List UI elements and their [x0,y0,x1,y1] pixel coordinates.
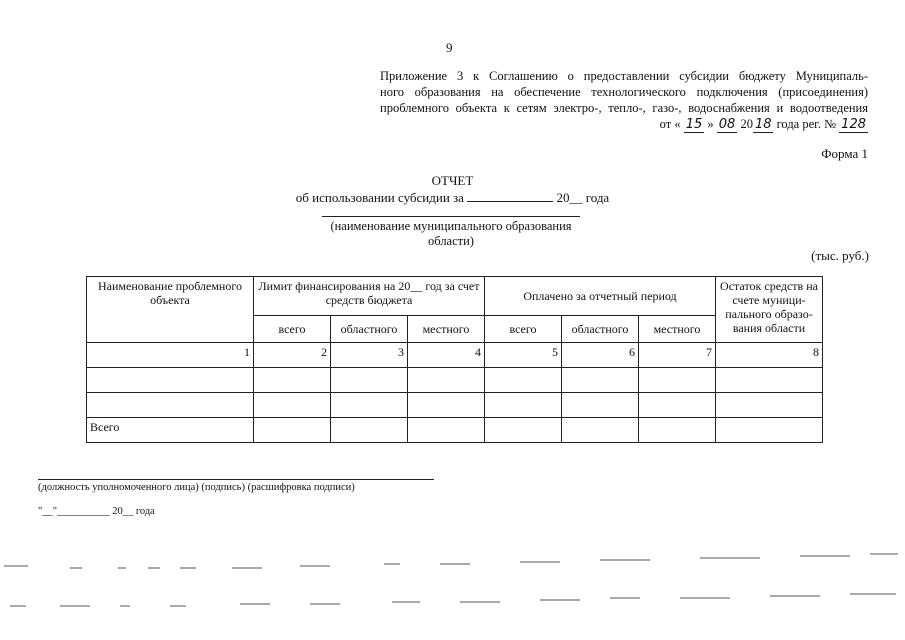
table-cell [485,418,562,443]
units-label: (тыс. руб.) [811,248,869,263]
scan-artifact-dashes [0,548,905,618]
table-cell [254,368,331,393]
table-cell [408,418,485,443]
table-cell [639,393,716,418]
total-label: Всего [87,418,254,443]
sub-paid-regional: областного [562,316,639,343]
period-blank [467,189,553,202]
table-number-row [87,343,823,368]
table-cell [331,418,408,443]
table-total-row [87,418,823,443]
table-row [87,393,823,418]
municipality-name-caption: (наименование муниципального образования области) [330,219,572,248]
sub-limit-total: всего [254,316,331,343]
table-cell [331,368,408,393]
appendix-line-1: Приложение 3 к Соглашению о предоставлении субсидии бюджету Муниципаль- [380,69,868,83]
date-separator: » [707,117,714,131]
table-cell [639,418,716,443]
handwritten-year: 18 [754,117,772,132]
table-cell [562,368,639,393]
sub-limit-regional: областного [331,316,408,343]
col-number: 6 [562,343,639,368]
col-number: 1 [87,343,254,368]
col-number: 5 [485,343,562,368]
table-cell [716,393,823,418]
table-cell [639,368,716,393]
signature-date: "__"__________ 20__ года [38,506,155,517]
sub-limit-local: местного [408,316,485,343]
table-cell [87,368,254,393]
table-cell [485,368,562,393]
table-cell [408,368,485,393]
subtitle-prefix: об использовании субсидии за [295,190,464,205]
col-number: 3 [331,343,408,368]
table-cell [87,393,254,418]
col-number: 2 [254,343,331,368]
col-number: 7 [639,343,716,368]
table-cell [408,393,485,418]
handwritten-month: 08 [718,117,736,132]
table-header-row [87,277,823,316]
col-number: 4 [408,343,485,368]
table-cell [485,393,562,418]
header-remainder: Остаток средств на счете муници-пального образо-вания области [716,277,823,343]
signature-caption: (должность уполномоченного лица) (подпись) (расшифровка подписи) [38,482,355,493]
page-number: 9 [446,40,453,55]
table-cell [331,393,408,418]
report-table [86,276,823,443]
sub-paid-local: местного [639,316,716,343]
table-cell [716,368,823,393]
header-object: Наименование проблемного объекта [87,277,254,343]
header-paid: Оплачено за отчетный период [485,277,716,316]
table-row [87,368,823,393]
report-title: ОТЧЕТ [431,173,474,188]
table-cell [562,393,639,418]
municipality-name-line [322,216,580,217]
table-cell [716,418,823,443]
reg-text: года рег. № [776,117,837,131]
table-cell [254,393,331,418]
table-cell [254,418,331,443]
report-subtitle [0,189,905,206]
appendix-line-3: проблемного объекта к сетям электро-, тепло-, газо-, водоснабжения и водоотведения [380,101,868,115]
sub-paid-total: всего [485,316,562,343]
col-number: 8 [716,343,823,368]
form-label: Форма 1 [821,146,868,161]
appendix-line-2: ного образования на обеспечение технологического подключения (присоединения) [380,85,868,99]
appendix-date-line [380,116,868,133]
subtitle-year: 20__ [556,190,583,205]
table-cell [562,418,639,443]
from-prefix: от « [659,117,681,131]
header-limit: Лимит финансирования на 20__ год за счет средств бюджета [254,277,485,316]
signature-line [38,479,434,480]
appendix-header [380,68,868,133]
handwritten-reg-number: 128 [841,117,866,132]
year-prefix: 20 [740,117,753,131]
subtitle-suffix: года [585,190,610,205]
handwritten-day: 15 [685,117,703,132]
